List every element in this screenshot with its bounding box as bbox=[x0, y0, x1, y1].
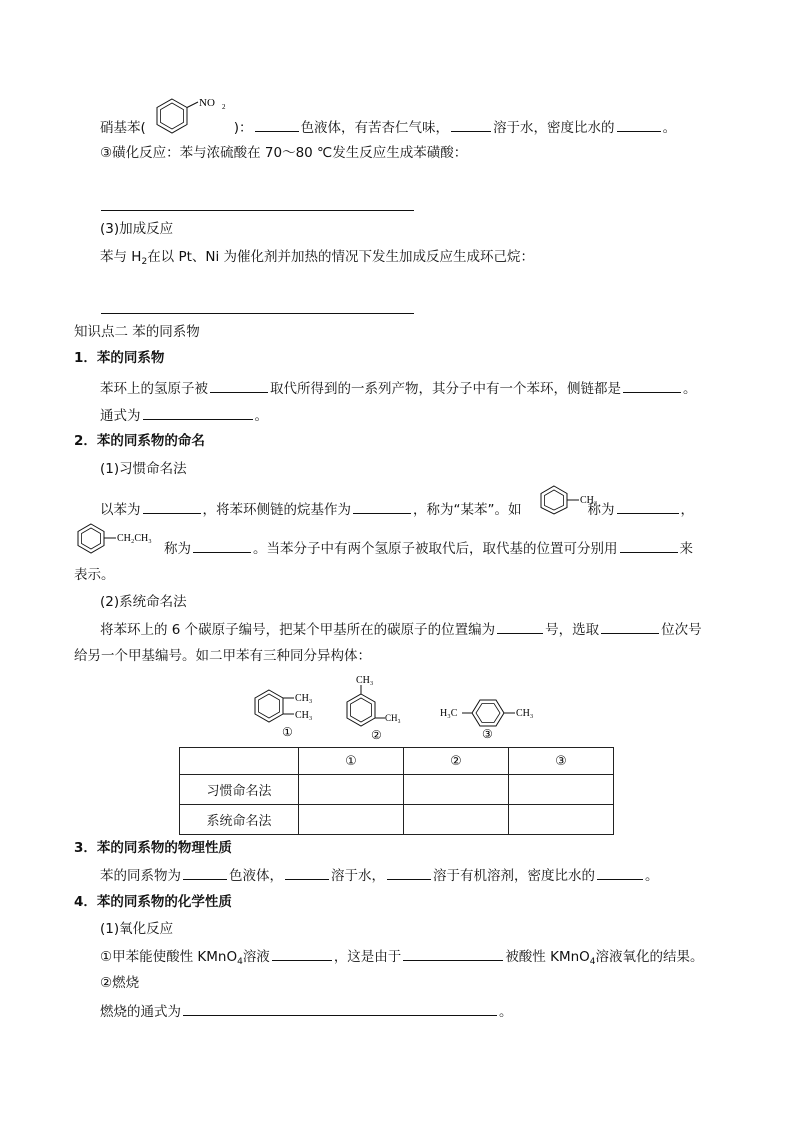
table-row bbox=[180, 775, 614, 805]
s4-sub1: (1)氧化反应 bbox=[100, 921, 174, 937]
s2-sub2: (2)系统命名法 bbox=[100, 594, 187, 610]
s1-line2: 通式为 。 bbox=[100, 405, 268, 426]
answer-cell[interactable] bbox=[299, 775, 404, 805]
table-header-cell: ① bbox=[299, 748, 404, 775]
blank[interactable] bbox=[497, 619, 543, 634]
blank[interactable] bbox=[601, 619, 659, 634]
s4-line1: ①甲苯能使酸性 KMnO$_4$溶液 ，这是由于 被酸性 KMnO$_4$溶液氧化的结果。 bbox=[100, 946, 704, 972]
s4-sub2: ②燃烧 bbox=[100, 975, 140, 991]
s2-line3: 表示。 bbox=[74, 567, 115, 583]
answer-cell[interactable] bbox=[299, 805, 404, 835]
svg-text:②: ② bbox=[371, 728, 382, 742]
svg-text:H₃C: H₃C bbox=[440, 708, 458, 719]
m-xylene-structure bbox=[340, 672, 410, 742]
svg-text:CH₂CH₃: CH₂CH₃ bbox=[117, 533, 152, 544]
svg-text:①: ① bbox=[282, 725, 293, 739]
blank[interactable] bbox=[353, 499, 411, 514]
blank[interactable] bbox=[597, 865, 643, 880]
nitrobenzene-line: 硝基苯( )： 色液体，有苦杏仁气味， 溶于水，密度比水的 。 bbox=[100, 117, 676, 138]
blank[interactable] bbox=[285, 865, 329, 880]
s2-line2: 称为 。当苯分子中有两个氢原子被取代后，取代基的位置可分别用 来 bbox=[164, 538, 693, 559]
s2-heading: 2．苯的同系物的命名 bbox=[74, 433, 205, 449]
blank[interactable] bbox=[143, 405, 253, 420]
svg-text:CH₃: CH₃ bbox=[356, 675, 374, 686]
sulfonation-line: ③磺化反应：苯与浓硫酸在 70～80 ℃发生反应生成苯磺酸： bbox=[100, 145, 468, 161]
blank[interactable] bbox=[183, 865, 227, 880]
answer-line[interactable] bbox=[101, 210, 414, 211]
blank[interactable] bbox=[272, 946, 332, 961]
s2-sub1: (1)习惯命名法 bbox=[100, 461, 187, 477]
blank[interactable] bbox=[617, 117, 661, 132]
blank[interactable] bbox=[143, 499, 201, 514]
table-row bbox=[180, 805, 614, 835]
s2-line5: 给另一个甲基编号。如二甲苯有三种同分异构体： bbox=[74, 648, 371, 664]
answer-cell[interactable] bbox=[404, 805, 509, 835]
svg-text:CH₃: CH₃ bbox=[516, 708, 534, 719]
svg-text:CH₃: CH₃ bbox=[580, 495, 598, 506]
row-label: 系统命名法 bbox=[180, 805, 299, 835]
svg-text:CH₃: CH₃ bbox=[295, 710, 313, 721]
table-header-cell: ② bbox=[404, 748, 509, 775]
blank[interactable] bbox=[210, 378, 268, 393]
s1-line1: 苯环上的氢原子被 取代所得到的一系列产物，其分子中有一个苯环，侧链都是 。 bbox=[100, 378, 697, 399]
svg-text:2: 2 bbox=[222, 103, 226, 111]
answer-cell[interactable] bbox=[509, 775, 614, 805]
nitro-group-label: NO bbox=[199, 97, 215, 109]
blank[interactable] bbox=[403, 946, 503, 961]
blank[interactable] bbox=[255, 117, 299, 132]
isomer-naming-table bbox=[179, 747, 614, 835]
svg-text:CH₃: CH₃ bbox=[385, 713, 401, 723]
blank[interactable] bbox=[183, 1001, 497, 1016]
s3-line: 苯的同系物为 色液体， 溶于水， 溶于有机溶剂，密度比水的 。 bbox=[100, 865, 659, 886]
p-xylene-structure bbox=[440, 696, 550, 740]
s3-heading: 3．苯的同系物的物理性质 bbox=[74, 840, 232, 856]
answer-cell[interactable] bbox=[404, 775, 509, 805]
s2-line1: 以苯为 ，将苯环侧链的烷基作为 ，称为“某苯”。如 称为 ， bbox=[100, 499, 694, 520]
answer-line[interactable] bbox=[101, 313, 414, 314]
table-header-cell bbox=[180, 748, 299, 775]
o-xylene-structure bbox=[252, 688, 332, 740]
ethylbenzene-structure bbox=[74, 523, 164, 555]
svg-text:CH₃: CH₃ bbox=[295, 693, 313, 704]
blank[interactable] bbox=[620, 538, 678, 553]
answer-cell[interactable] bbox=[509, 805, 614, 835]
s4-heading: 4．苯的同系物的化学性质 bbox=[74, 894, 232, 910]
s1-heading: 1．苯的同系物 bbox=[74, 350, 165, 366]
row-label: 习惯命名法 bbox=[180, 775, 299, 805]
blank[interactable] bbox=[193, 538, 251, 553]
table-header-cell: ③ bbox=[509, 748, 614, 775]
addition-heading: (3)加成反应 bbox=[100, 221, 174, 237]
blank[interactable] bbox=[623, 378, 681, 393]
table-header-row bbox=[180, 748, 614, 775]
addition-line: 苯与 $H_2$在以 Pt、Ni 为催化剂并加热的情况下发生加成反应生成环己烷： bbox=[100, 249, 535, 267]
svg-text:③: ③ bbox=[482, 727, 493, 740]
s2-line4: 将苯环上的 6 个碳原子编号，把某个甲基所在的碳原子的位置编为 号，选取 位次号 bbox=[100, 619, 702, 640]
s4-line2: 燃烧的通式为 。 bbox=[100, 1001, 513, 1022]
blank[interactable] bbox=[617, 499, 679, 514]
blank[interactable] bbox=[451, 117, 491, 132]
section-title: 知识点二 苯的同系物 bbox=[74, 324, 200, 340]
blank[interactable] bbox=[387, 865, 431, 880]
